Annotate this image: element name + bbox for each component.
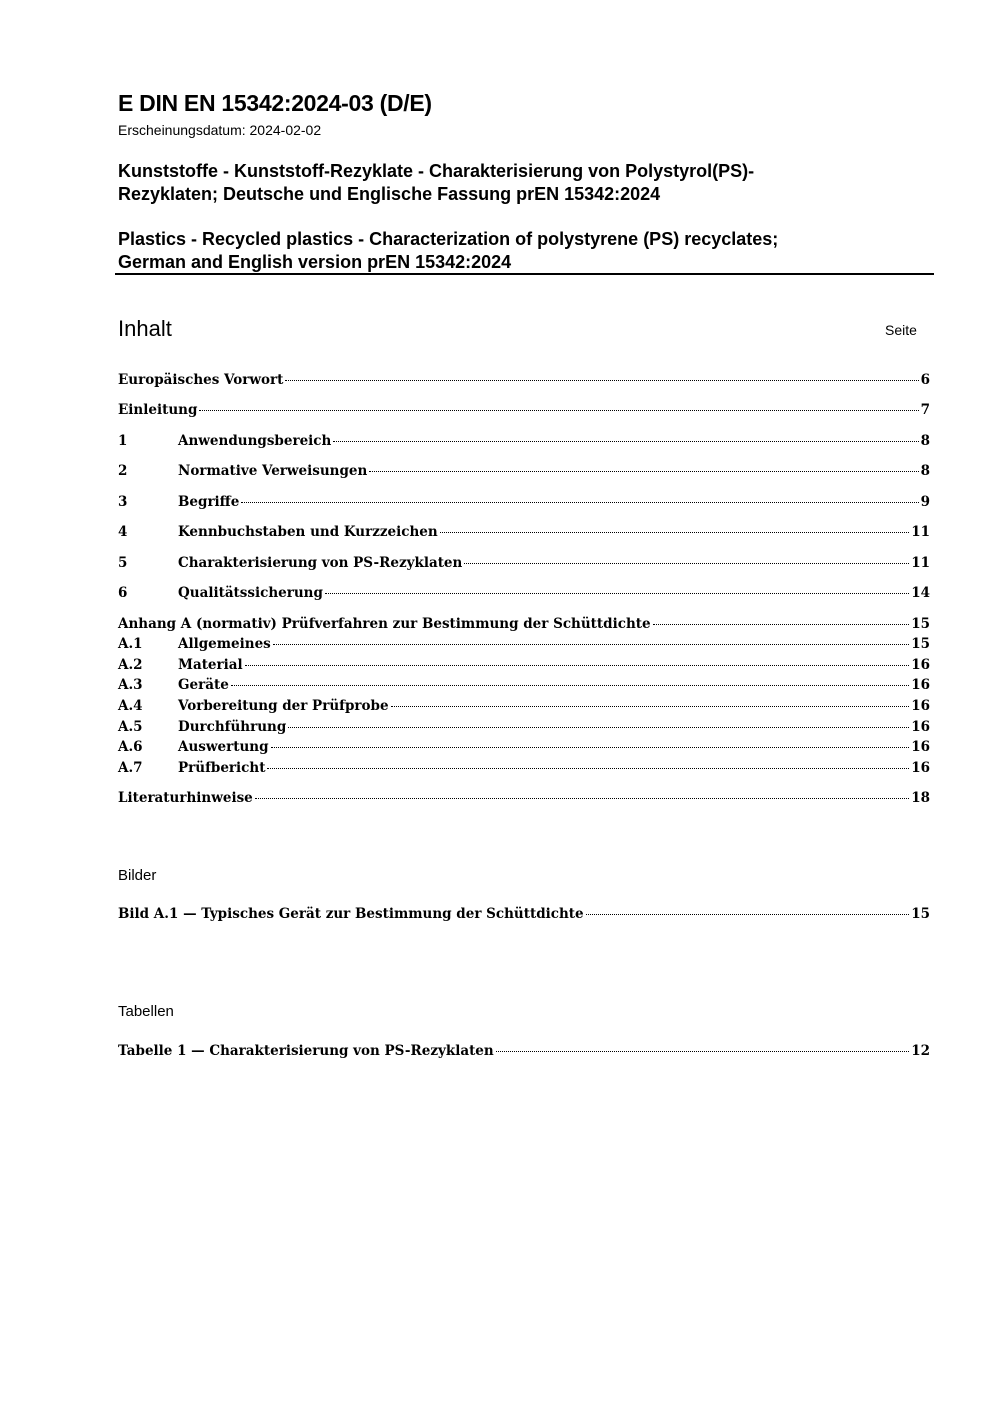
toc-entry-page: 15	[911, 636, 930, 652]
dot-leader	[241, 502, 918, 503]
dot-leader	[273, 644, 909, 645]
dot-leader	[245, 665, 910, 666]
toc-entry-page: 11	[911, 524, 930, 540]
figure-entry-page: 15	[911, 906, 930, 922]
toc-entry-number: A.1	[118, 636, 143, 652]
dot-leader	[440, 532, 910, 533]
dot-leader	[325, 593, 909, 594]
toc-entry[interactable]	[118, 760, 930, 780]
toc-entry-page: 18	[911, 790, 930, 806]
toc-entry-number: A.2	[118, 657, 143, 673]
toc-entry[interactable]	[118, 719, 930, 739]
dot-leader	[199, 410, 918, 411]
title-english-line-1: Plastics - Recycled plastics - Characterization of polystyrene (PS) recyclates;	[118, 229, 779, 249]
toc-entry-label: Einleitung	[118, 402, 198, 418]
figure-entry[interactable]	[118, 906, 930, 926]
dot-leader	[285, 380, 918, 381]
toc-entry[interactable]	[118, 616, 930, 636]
title-german	[118, 160, 918, 206]
toc-entry[interactable]	[118, 555, 930, 575]
toc-entry-label: Charakterisierung von PS-Rezyklaten	[178, 555, 463, 571]
toc-entry[interactable]	[118, 372, 930, 392]
toc-entry-page: 16	[911, 760, 930, 776]
dot-leader	[369, 471, 918, 472]
toc-entry-number: 5	[118, 555, 128, 571]
toc-entry-number: A.5	[118, 719, 143, 735]
toc-entry-label: Begriffe	[178, 494, 240, 510]
toc-entry-label: Durchführung	[178, 719, 287, 735]
toc-entry[interactable]	[118, 636, 930, 656]
toc-entry[interactable]	[118, 790, 930, 810]
dot-leader	[231, 685, 909, 686]
toc-entry[interactable]	[118, 677, 930, 697]
toc-entry-page: 8	[920, 463, 930, 479]
title-german-line-2: Rezyklaten; Deutsche und Englische Fassung prEN 15342:2024	[118, 184, 661, 204]
toc-entry-page: 16	[911, 657, 930, 673]
toc-entry-number: A.7	[118, 760, 143, 776]
title-english-line-2: German and English version prEN 15342:2024	[118, 252, 512, 272]
toc-entry-label: Vorbereitung der Prüfprobe	[178, 698, 389, 714]
dot-leader	[391, 706, 910, 707]
table-entry-label: Tabelle 1 — Charakterisierung von PS-Rezyklaten	[118, 1043, 494, 1059]
dot-leader	[496, 1051, 909, 1052]
publication-date: Erscheinungsdatum: 2024-02-02	[118, 122, 322, 138]
toc-entry[interactable]	[118, 524, 930, 544]
toc-entry-label: Material	[178, 657, 243, 673]
toc-entry-page: 8	[920, 433, 930, 449]
toc-entry-label: Allgemeines	[178, 636, 271, 652]
toc-entry-number: 2	[118, 463, 128, 479]
toc-entry-page: 16	[911, 698, 930, 714]
toc-entry-page: 16	[911, 719, 930, 735]
toc-entry-number: 6	[118, 585, 128, 601]
toc-entry[interactable]	[118, 494, 930, 514]
toc-entry-label: Literaturhinweise	[118, 790, 253, 806]
toc-heading: Inhalt	[118, 316, 172, 341]
toc-entry-number: 1	[118, 433, 128, 449]
dot-leader	[464, 563, 909, 564]
toc-entry-label: Auswertung	[178, 739, 269, 755]
figure-entry-label: Bild A.1 — Typisches Gerät zur Bestimmung der Schüttdichte	[118, 906, 584, 922]
header-divider	[115, 273, 934, 275]
title-german-line-1: Kunststoffe - Kunststoff-Rezyklate - Charakterisierung von Polystyrol(PS)-	[118, 161, 755, 181]
figures-heading: Bilder	[118, 867, 157, 884]
toc-entry-label: Normative Verweisungen	[178, 463, 368, 479]
toc-entry-number: 3	[118, 494, 128, 510]
dot-leader	[255, 798, 909, 799]
toc-entry-page: 9	[920, 494, 930, 510]
table-entry-page: 12	[911, 1043, 930, 1059]
toc-entry-number: A.6	[118, 739, 143, 755]
dot-leader	[288, 727, 909, 728]
toc-entry[interactable]	[118, 739, 930, 759]
title-english	[118, 228, 918, 274]
dot-leader	[333, 441, 918, 442]
toc-entry[interactable]	[118, 433, 930, 453]
toc-entry-number: A.4	[118, 698, 143, 714]
dot-leader	[271, 747, 910, 748]
table-entry[interactable]	[118, 1043, 930, 1063]
toc-entry-page: 16	[911, 677, 930, 693]
toc-entry-page: 6	[920, 372, 930, 388]
toc-entry[interactable]	[118, 698, 930, 718]
toc-entry[interactable]	[118, 463, 930, 483]
toc-entry-label: Kennbuchstaben und Kurzzeichen	[178, 524, 438, 540]
tables-heading: Tabellen	[118, 1003, 174, 1020]
toc-entry-number: A.3	[118, 677, 143, 693]
toc-entry-page: 16	[911, 739, 930, 755]
toc-entry-page: 15	[911, 616, 930, 632]
dot-leader	[653, 624, 910, 625]
dot-leader	[267, 768, 909, 769]
toc-entry-label: Anhang A (normativ) Prüfverfahren zur Bestimmung der Schüttdichte	[118, 616, 651, 632]
toc-entry-label: Europäisches Vorwort	[118, 372, 284, 388]
document-id: E DIN EN 15342:2024-03 (D/E)	[118, 90, 432, 116]
toc-entry[interactable]	[118, 402, 930, 422]
toc-entry-label: Geräte	[178, 677, 229, 693]
toc-entry-label: Anwendungsbereich	[178, 433, 332, 449]
toc-entry-label: Prüfbericht	[178, 760, 266, 776]
toc-entry-page: 14	[911, 585, 930, 601]
toc-entry-number: 4	[118, 524, 128, 540]
toc-entry-page: 11	[911, 555, 930, 571]
toc-entry-label: Qualitätssicherung	[178, 585, 323, 601]
toc-entry[interactable]	[118, 657, 930, 677]
toc-entry-page: 7	[920, 402, 930, 418]
page-column-label: Seite	[885, 322, 917, 338]
toc-entry[interactable]	[118, 585, 930, 605]
dot-leader	[586, 914, 910, 915]
